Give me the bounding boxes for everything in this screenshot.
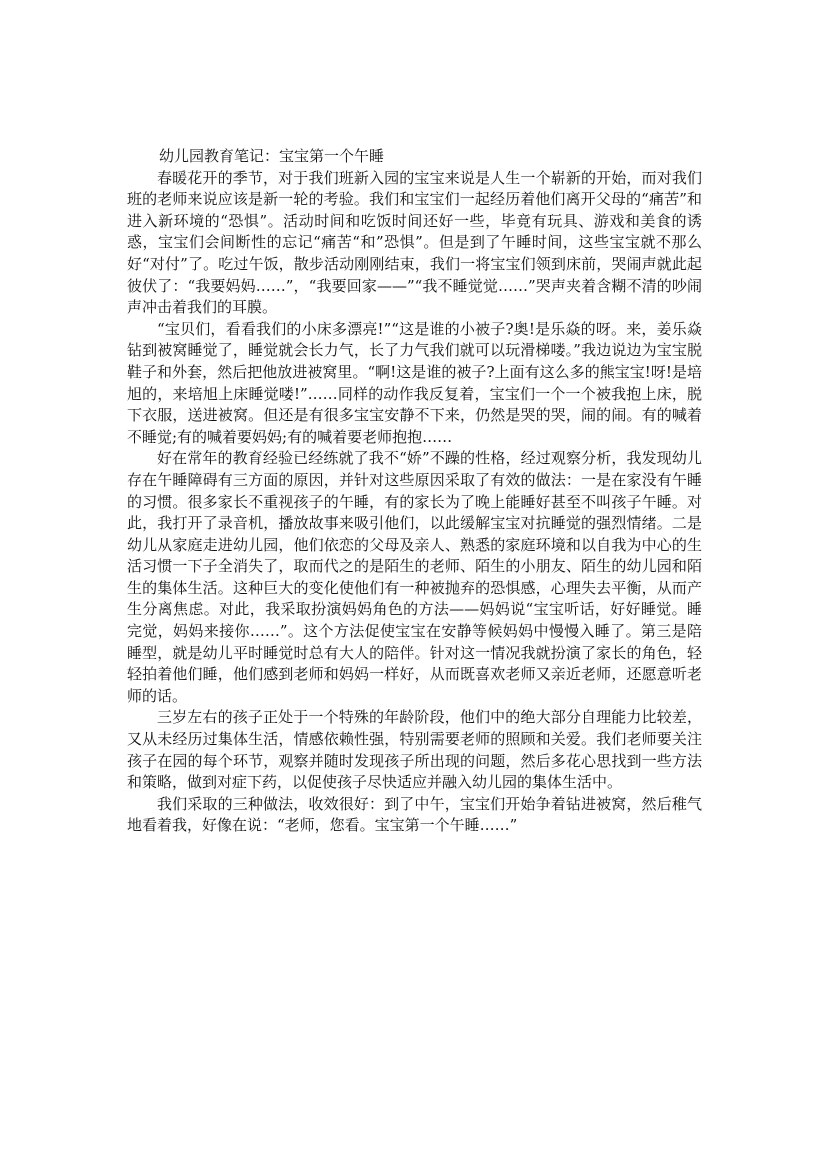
paragraph-3: 好在常年的教育经验已经练就了我不“娇”不躁的性格，经过观察分析，我发现幼儿存在午睡障碍有三方面的原因，并针对这些原因采取了有效的做法：一是在家没有午睡的习惯。很多家长不重视孩子的午睡，有的家长为了晚上能睡好甚至不叫孩子午睡。对此，我打开了录音机，播放故事来吸引他们，以此缓解宝宝对抗睡觉的强烈情绪。二是幼儿从家庭走进幼儿园，他们依恋的父母及亲人、熟悉的家庭环境和以自我为中心的生活习惯一下子全消失了，取而代之的是陌生的老师、陌生的小朋友、陌生的幼儿园和陌生的集体生活。这种巨大的变化使他们有一种被抛弃的恐惧感，心理失去平衡，从而产生分离焦虑。对此，我采取扮演妈妈角色的方法——妈妈说“宝宝听话，好好睡觉。睡完觉，妈妈来接你……”。这个方法促使宝宝在安静等候妈妈中慢慢入睡了。第三是陪睡型，就是幼儿平时睡觉时总有大人的陪伴。针对这一情况我就扮演了家长的角色，轻轻拍着他们睡，他们感到老师和妈妈一样好，从而既喜欢老师又亲近老师，还愿意听老师的话。: [127, 449, 702, 705]
paragraph-2: “宝贝们，看看我们的小床多漂亮!”“这是谁的小被子?奥!是乐焱的呀。来，姜乐焱钻到被窝睡觉了，睡觉就会长力气，长了力气我们就可以玩滑梯喽。”我边说边为宝宝脱鞋子和外套，然后把他放进被窝里。“啊!这是谁的被子?上面有这么多的熊宝宝!呀!是培旭的，来培旭上床睡觉喽!”……同样的动作我反复着，宝宝们一个一个被我抱上床，脱下衣服，送进被窝。但还是有很多宝宝安静不下来，仍然是哭的哭，闹的闹。有的喊着不睡觉;有的喊着要妈妈;有的喊着要老师抱抱……: [127, 319, 702, 446]
paragraph-5: 我们采取的三种做法，收效很好：到了中午，宝宝们开始争着钻进被窝，然后稚气地看着我，好像在说：“老师，您看。宝宝第一个午睡……”: [127, 794, 702, 835]
document-title: 幼儿园教育笔记：宝宝第一个午睡: [159, 147, 385, 165]
paragraph-1: 春暖花开的季节，对于我们班新入园的宝宝来说是人生一个崭新的开始，而对我们班的老师来说应该是新一轮的考验。我们和宝宝们一起经历着他们离开父母的“痛苦”和进入新环境的“恐惧”。活动时间和吃饭时间还好一些，毕竟有玩具、游戏和美食的诱惑，宝宝们会间断性的忘记“痛苦“和”恐惧”。但是到了午睡时间，这些宝宝就不那么好“对付”了。吃过午饭，散步活动刚刚结束，我们一将宝宝们领到床前，哭闹声就此起彼伏了：“我要妈妈……”，“我要回家——”“我不睡觉觉……”哭声夹着含糊不清的吵闹声冲击着我们的耳膜。: [127, 168, 702, 317]
paragraph-4: 三岁左右的孩子正处于一个特殊的年龄阶段，他们中的绝大部分自理能力比较差，又从未经历过集体生活，情感依赖性强，特别需要老师的照顾和关爱。我们老师要关注孩子在园的每个环节，观察并随时发现孩子所出现的问题，然后多花心思找到一些方法和策略，做到对症下药，以促使孩子尽快适应并融入幼儿园的集体生活中。: [127, 708, 702, 792]
document-page: [127, 146, 702, 837]
